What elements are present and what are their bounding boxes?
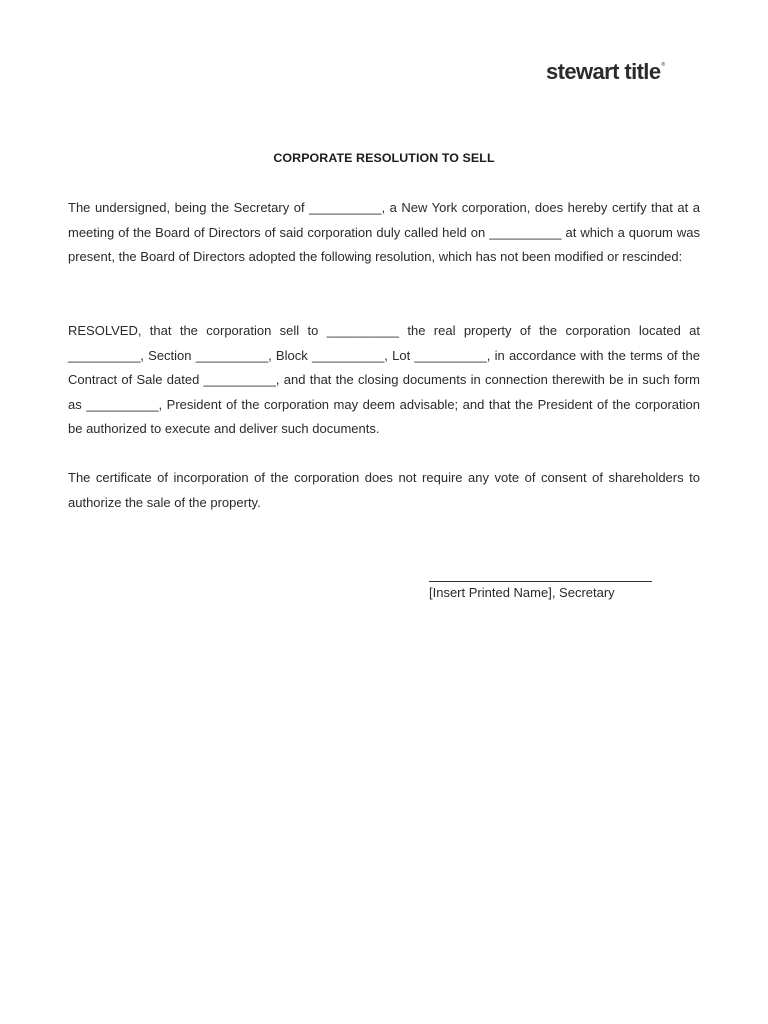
registered-mark: ®	[661, 62, 665, 68]
signature-caption: [Insert Printed Name], Secretary	[429, 585, 615, 600]
certificate-paragraph: The certificate of incorporation of the corporation does not require any vote of consent of shareholders to authorize the sale of the property.	[68, 470, 700, 510]
stewart-title-logo	[546, 59, 664, 85]
signature-line	[429, 581, 652, 582]
logo-text: stewart title	[546, 59, 661, 84]
resolution-paragraph: RESOLVED, that the corporation sell to __________ the real property of the corporation located at __________, Section __________, Block __________, Lot __________, in accordance with the terms of the Contract of Sale dated __________, and that the closing documents in connection therewith be in such form as __________, President of the corporation may deem advisable; and that the President of the corporation be authorized to execute and deliver such documents.	[68, 323, 700, 437]
document-title: CORPORATE RESOLUTION TO SELL	[273, 151, 495, 165]
certification-paragraph: The undersigned, being the Secretary of __________, a New York corporation, does hereby certify that at a meeting of the Board of Directors of said corporation duly called held on __________ at which a quorum was present, the Board of Directors adopted the following resolution, which has not been modified or rescinded:	[68, 200, 700, 265]
